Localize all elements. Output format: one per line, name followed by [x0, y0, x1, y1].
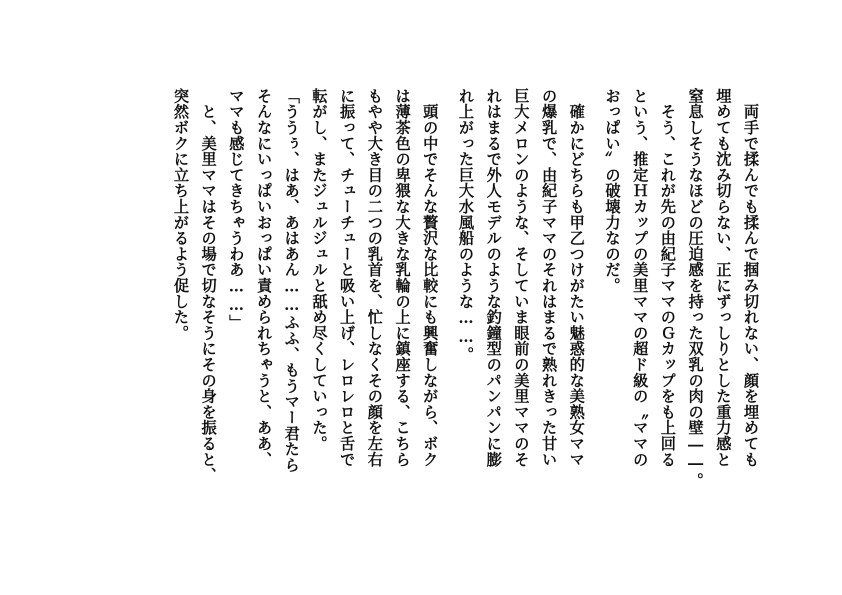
text-line-6: おっぱい〟の破壊力なのだ。 [603, 88, 622, 294]
text-line-9: 巨大メロンのような、そしていま眼前の美里ママのそ [512, 88, 531, 468]
text-line-7: 確かにどちらも甲乙つけがたい魅惑的な美熟女ママ [567, 88, 586, 468]
text-line-17: 「ううぅ、はあ、あはあん……ふふ、もうマー君たら [282, 88, 301, 473]
vertical-text-block [166, 88, 764, 528]
text-line-5: という、推定Ｈカップの美里ママの超ド級の〝ママの [631, 88, 650, 468]
text-line-11: れ上がった巨大水風船のような……。 [456, 88, 475, 363]
text-line-16: 転がし、またジュルジュルと舐め尽くしていった。 [310, 88, 329, 452]
text-line-1: 両手で揉んでも揉んで掴み切れない、顔を埋めても [742, 88, 760, 468]
text-line-15: に振って、チューチューと吸い上げ、レロレロと舌で [338, 88, 357, 468]
text-line-14: もやや大き目の二つの乳首を、忙しなくその顔を左右 [365, 88, 384, 468]
text-line-10: れはまるで外人モデルのような釣鐘型のパンパンに膨 [484, 88, 503, 468]
text-line-8: の爆乳で、由紀子ママのそれはまるで熟れきった甘い [540, 88, 559, 468]
text-line-20: と、美里ママはその場で切なそうにその身を振ると、 [199, 88, 218, 483]
text-line-4: そう、これが先の由紀子ママのＧカップをも上回る [658, 88, 677, 468]
text-line-13: は薄茶色の卑猥な大きな乳輪の上に鎮座する、こちら [393, 88, 412, 468]
text-line-18: そんなにいっぱいおっぱい責められちゃうと、ああ、 [255, 88, 274, 468]
text-line-19: ママも感じてきちゃうわあ……」 [227, 88, 246, 331]
text-line-21: 突然ボクに立ち上がるよう促した。 [171, 88, 190, 341]
text-line-2: 埋めても沈み切らない、正にずっしりとした重力感と [714, 88, 733, 468]
text-line-12: 頭の中でそんな贅沢な比較にも興奮しながら、ボク [421, 88, 440, 468]
text-line-3: 窒息しそうなほどの圧迫感を持った双乳の肉の壁――。 [686, 88, 705, 489]
